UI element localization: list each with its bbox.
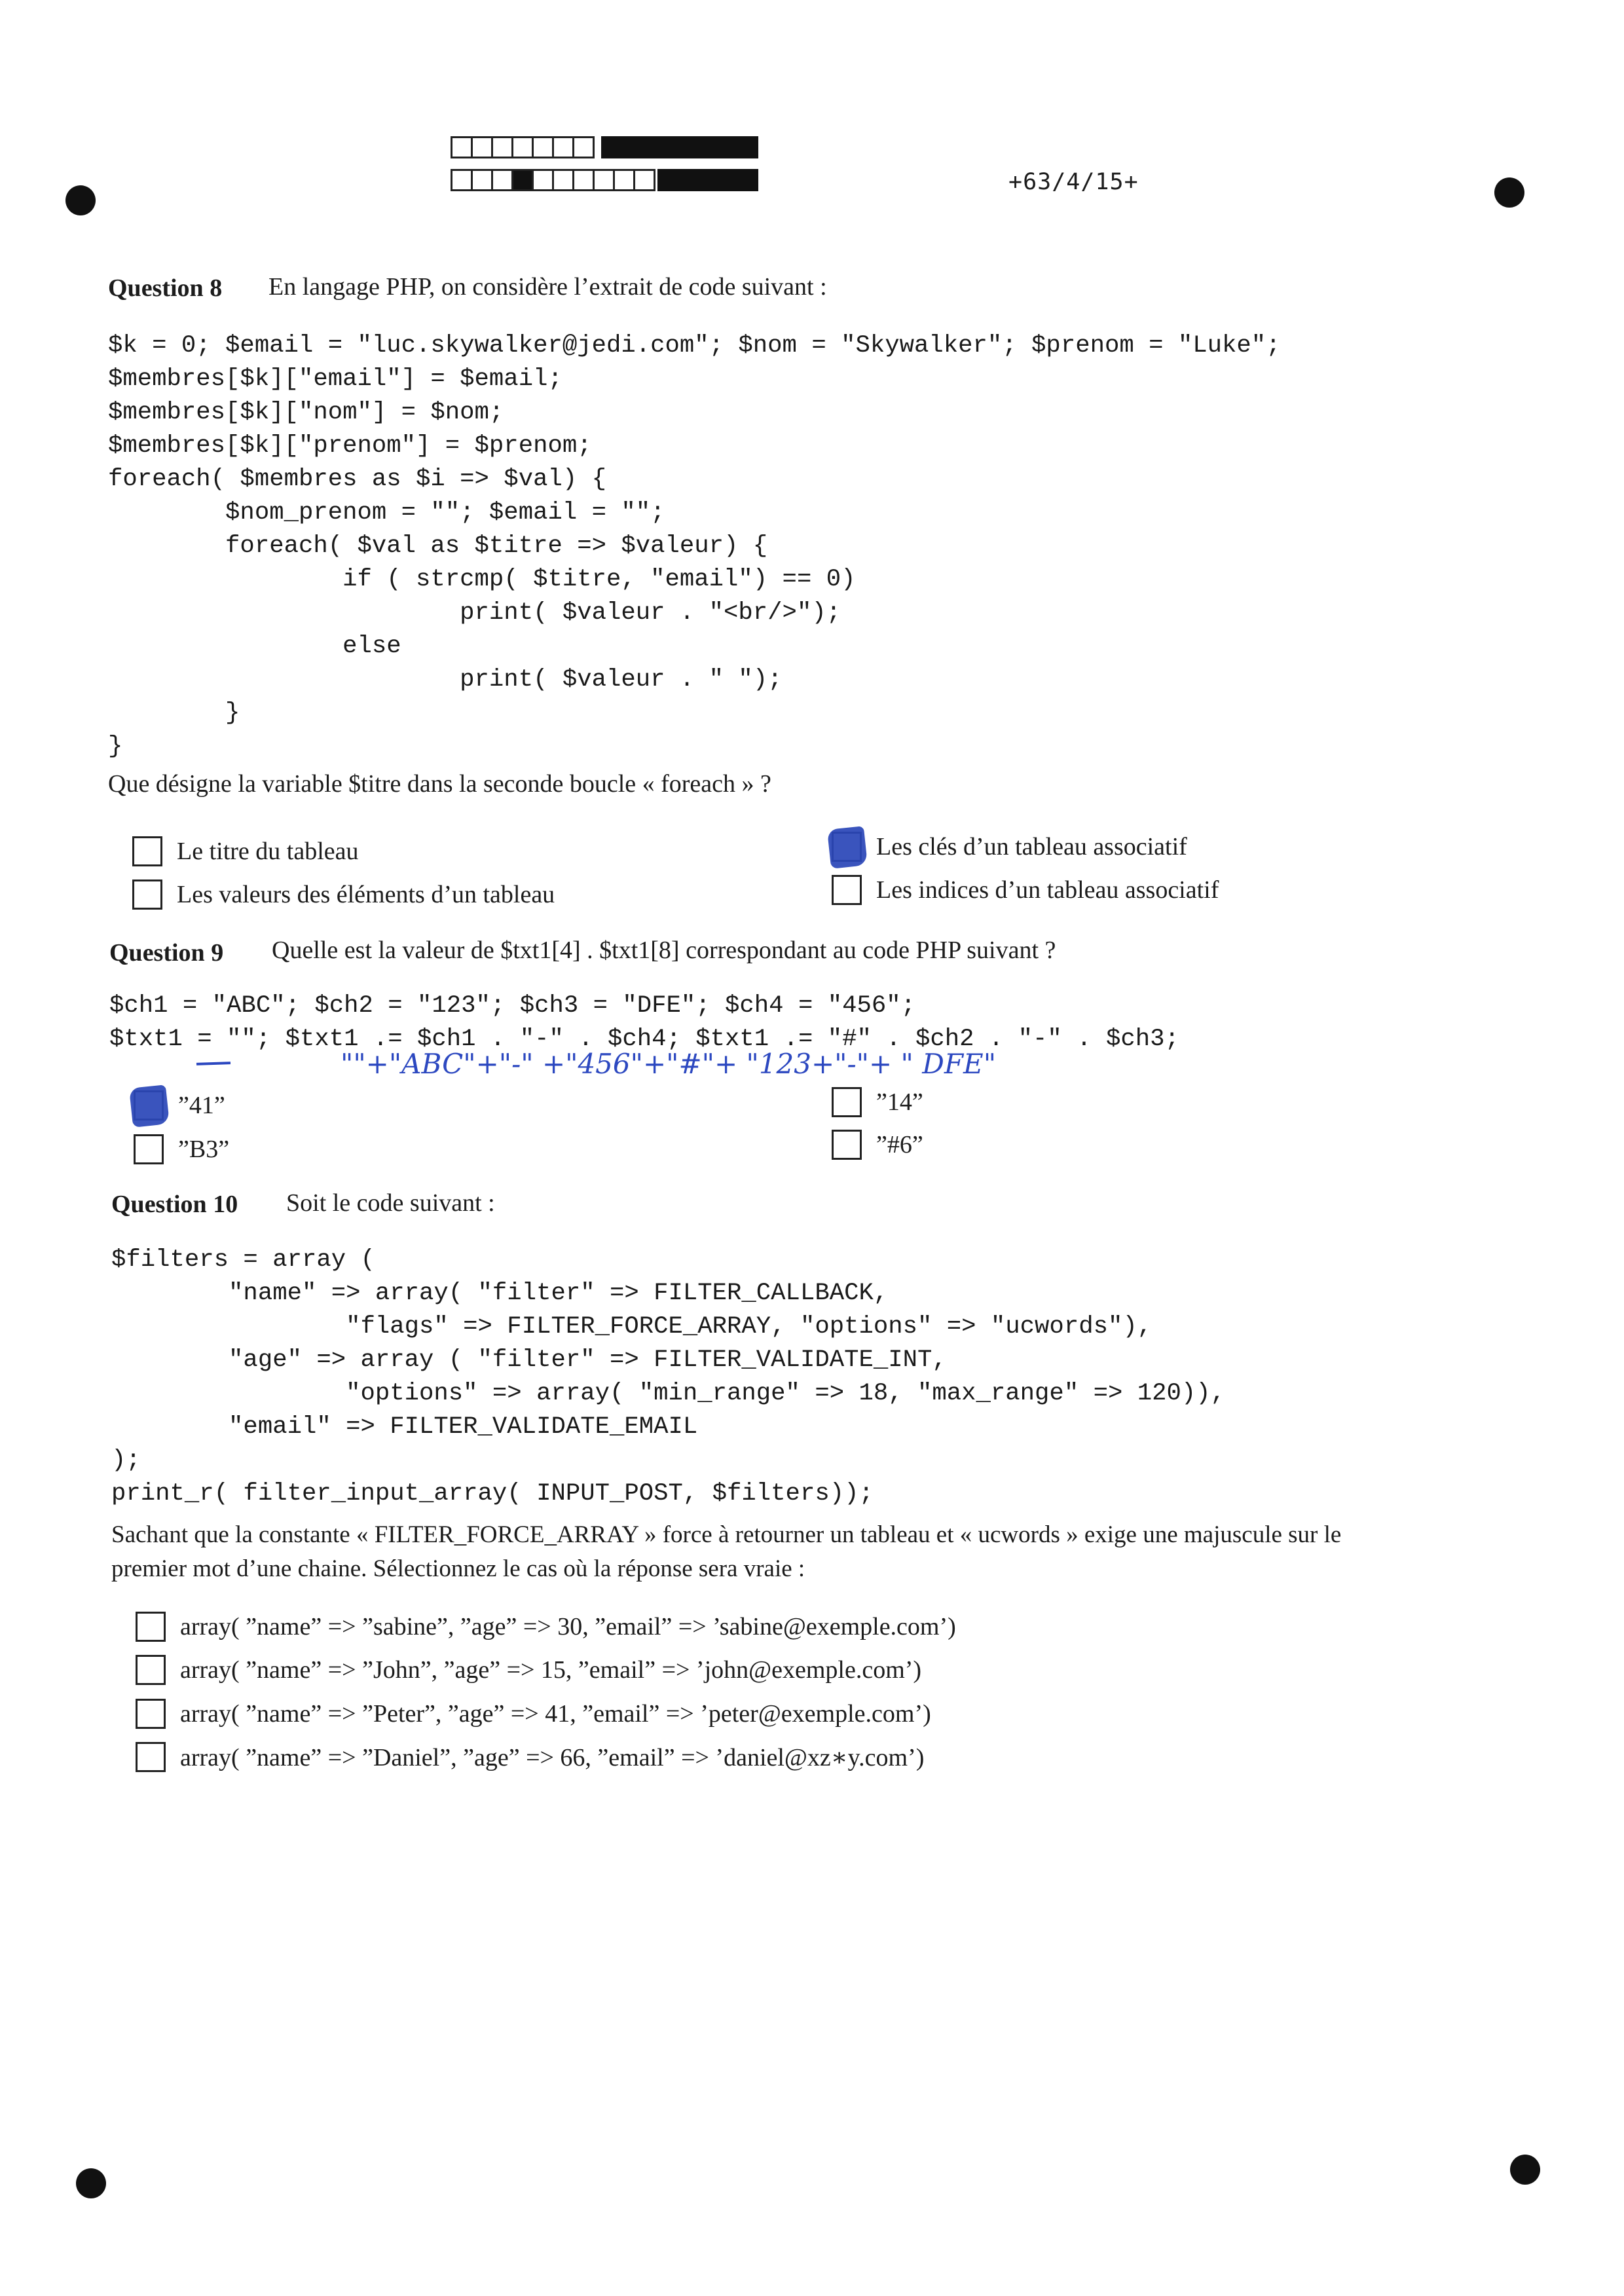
q9-answer-1-checkbox-checked[interactable]	[134, 1090, 164, 1120]
question-9-prompt: Quelle est la valeur de $txt1[4] . $txt1[8] correspondant au code PHP suivant ?	[272, 936, 1056, 964]
question-8-prompt: Que désigne la variable $titre dans la seconde boucle « foreach » ?	[108, 770, 771, 798]
q10-answer-1-checkbox[interactable]	[136, 1612, 166, 1642]
question-9-title: Question 9	[109, 939, 224, 967]
q10-answer-1[interactable]	[136, 1612, 956, 1642]
question-10-paragraph-line-1: Sachant que la constante « FILTER_FORCE_ARRAY » force à retourner un tableau et « ucwords » exige une majuscule sur le	[111, 1521, 1342, 1548]
q10-answer-2-label: array( ”name” => ”John”, ”age” => 15, ”email” => ’john@exemple.com’)	[180, 1656, 922, 1684]
q10-answer-3-label: array( ”name” => ”Peter”, ”age” => 41, ”email” => ’peter@exemple.com’)	[180, 1700, 931, 1728]
q9-answer-3-checkbox[interactable]	[832, 1087, 862, 1117]
q10-answer-2[interactable]	[136, 1655, 921, 1685]
q10-answer-4[interactable]	[136, 1742, 924, 1772]
q8-answer-4-label: Les indices d’un tableau associatif	[876, 876, 1219, 904]
question-9-code: $ch1 = "ABC"; $ch2 = "123"; $ch3 = "DFE"; $ch4 = "456"; $txt1 = ""; $txt1 .= $ch1 . "-" . $ch4; $txt1 .= "#" . $ch2 . "-" . $ch3;	[109, 992, 1179, 1053]
copy-barcode	[451, 136, 758, 195]
q8-answer-1-checkbox[interactable]	[132, 836, 162, 866]
registration-mark-bottom-right	[1510, 2155, 1540, 2185]
registration-mark-top-right	[1494, 177, 1524, 208]
q9-answer-2-checkbox[interactable]	[134, 1134, 164, 1164]
q8-answer-2-checkbox[interactable]	[132, 880, 162, 910]
question-10-paragraph-line-2: premier mot d’une chaine. Sélectionnez le cas où la réponse sera vraie :	[111, 1555, 805, 1582]
q9-answer-3[interactable]	[832, 1087, 923, 1117]
question-8-intro: En langage PHP, on considère l’extrait de code suivant :	[268, 273, 827, 301]
q9-answer-2-label: ”B3”	[178, 1136, 230, 1163]
q8-answer-4-checkbox[interactable]	[832, 875, 862, 905]
question-10-title: Question 10	[111, 1191, 238, 1218]
q10-answer-4-checkbox[interactable]	[136, 1742, 166, 1772]
q10-answer-4-label: array( ”name” => ”Daniel”, ”age” => 66, ”email” => ’daniel@xz∗y.com’)	[180, 1743, 925, 1771]
question-10-code: $filters = array ( "name" => array( "filter" => FILTER_CALLBACK, "flags" => FILTER_FORCE_ARRAY, "options" => "ucwords"), "age" => array ( "filter" => FILTER_VALIDATE_INT, "options" => array( "min_range" => 18, "max_range" => 120)), "email" => FILTER_VALIDATE_EMAIL ); print_r( filter_input_array( INPUT_POST, $filters));	[111, 1246, 1226, 1508]
question-10-intro: Soit le code suivant :	[286, 1189, 495, 1217]
q9-answer-4[interactable]	[832, 1130, 923, 1160]
q8-answer-2[interactable]	[132, 880, 555, 910]
page-code: +63/4/15+	[1008, 169, 1139, 195]
q10-answer-3[interactable]	[136, 1699, 931, 1729]
q8-answer-1-label: Le titre du tableau	[177, 838, 359, 865]
q9-answer-1[interactable]	[134, 1090, 225, 1120]
q8-answer-4[interactable]	[832, 875, 1219, 905]
handwritten-underline	[196, 1062, 231, 1065]
q8-answer-3-checkbox-checked[interactable]	[832, 832, 862, 862]
question-8-title: Question 8	[108, 274, 223, 302]
q8-answer-2-label: Les valeurs des éléments d’un tableau	[177, 881, 555, 908]
question-8-code: $k = 0; $email = "luc.skywalker@jedi.com"; $nom = "Skywalker"; $prenom = "Luke"; $membres[$k]["email"] = $email; $membres[$k]["nom"] = $nom; $membres[$k]["prenom"] = $prenom; foreach( $membres as $i => $val) { $nom_prenom = ""; $email = ""; foreach( $val as $titre => $valeur) { if ( strcmp( $titre, "email") == 0) print( $valeur . "<br/>"); else print( $valeur . " "); } }	[108, 332, 1281, 760]
q8-answer-3-label: Les clés d’un tableau associatif	[876, 833, 1187, 861]
q10-answer-1-label: array( ”name” => ”sabine”, ”age” => 30, ”email” => ’sabine@exemple.com’)	[180, 1613, 956, 1640]
q9-answer-3-label: ”14”	[876, 1088, 923, 1116]
q9-answer-1-label: ”41”	[178, 1092, 225, 1119]
handwritten-note: ""+"ABC"+"-" +"456"+"#"+ "123+"-"+ " DFE"	[341, 1048, 997, 1080]
q9-answer-4-label: ”#6”	[876, 1131, 923, 1158]
q10-answer-3-checkbox[interactable]	[136, 1699, 166, 1729]
q9-answer-4-checkbox[interactable]	[832, 1130, 862, 1160]
q9-answer-2[interactable]	[134, 1134, 229, 1164]
q8-answer-1[interactable]	[132, 836, 359, 866]
q10-answer-2-checkbox[interactable]	[136, 1655, 166, 1685]
q8-answer-3[interactable]	[832, 832, 1187, 862]
registration-mark-top-left	[65, 185, 96, 215]
registration-mark-bottom-left	[76, 2168, 106, 2198]
